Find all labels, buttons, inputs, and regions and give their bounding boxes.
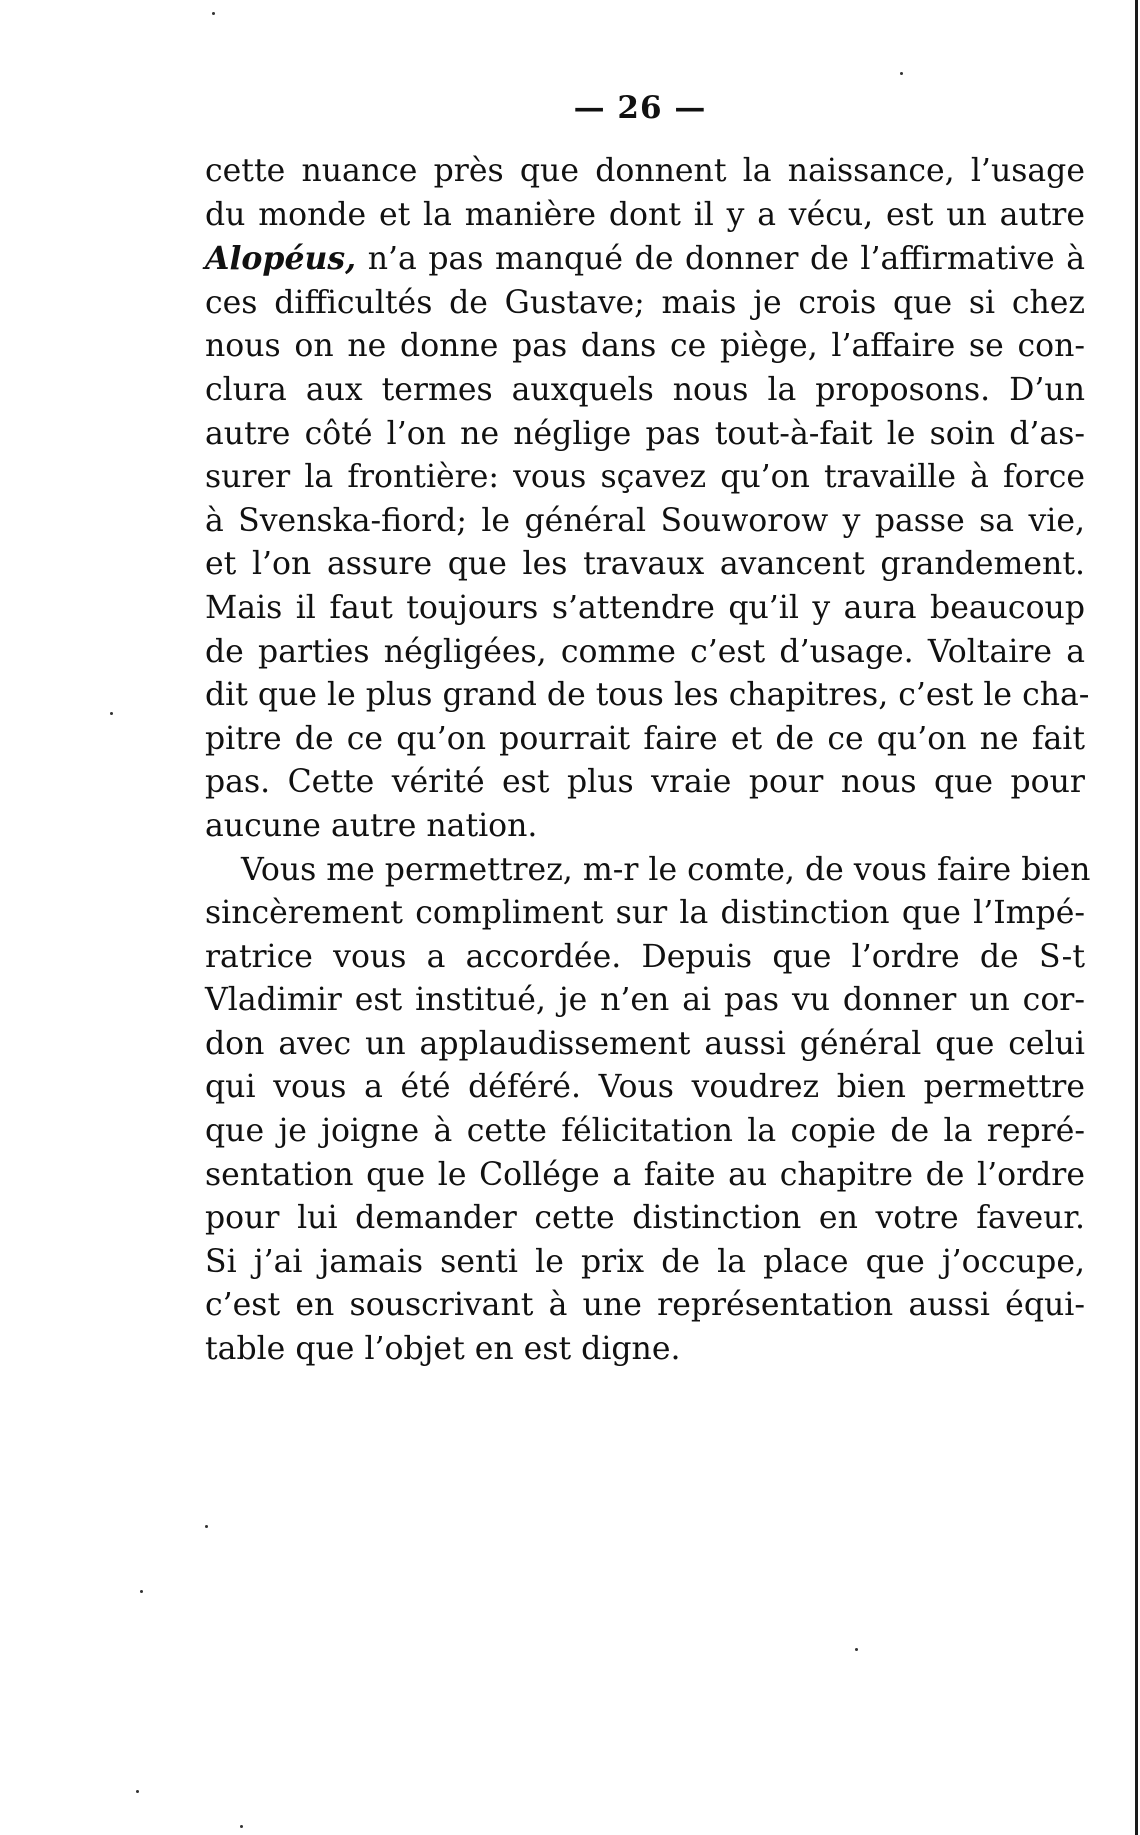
text-line: nous on ne donne pas dans ce piège, l’affaire se con- bbox=[205, 328, 1085, 365]
scan-speck bbox=[900, 72, 903, 75]
text-line: que je joigne à cette félicitation la copie de la repré- bbox=[205, 1113, 1085, 1150]
text-line: Si j’ai jamais senti le prix de la place que j’occupe, bbox=[205, 1243, 1085, 1280]
page-edge-rule bbox=[1135, 0, 1138, 1835]
text-line: pas. Cette vérité est plus vraie pour nous que pour bbox=[205, 764, 1085, 801]
scan-speck bbox=[212, 12, 215, 15]
scan-speck bbox=[240, 1825, 243, 1828]
text-line: table que l’objet en est digne. bbox=[205, 1331, 681, 1368]
text-line: dit que le plus grand de tous les chapitres, c’est le cha- bbox=[205, 677, 1090, 714]
scan-speck bbox=[140, 1590, 143, 1593]
scan-speck bbox=[855, 1648, 858, 1651]
scan-speck bbox=[110, 712, 113, 715]
text-line: sentation que le Collége a faite au chapitre de l’ordre bbox=[205, 1156, 1085, 1193]
text-line: cette nuance près que donnent la naissance, l’usage bbox=[205, 153, 1085, 189]
text-line: c’est en souscrivant à une représentation aussi équi- bbox=[205, 1287, 1085, 1324]
text-line: Vous me permettrez, m-r le comte, de vous faire bien bbox=[241, 851, 1091, 888]
text-line: aucune autre nation. bbox=[205, 807, 538, 844]
scan-speck bbox=[136, 1790, 139, 1793]
text-line: de parties négligées, comme c’est d’usage. Voltaire a bbox=[205, 633, 1085, 670]
text-line: Vladimir est institué, je n’en ai pas vu donner un cor- bbox=[205, 982, 1085, 1019]
text-line: ces difficultés de Gustave; mais je crois que si chez bbox=[205, 284, 1085, 321]
text-line: à Svenska-fiord; le général Souworow y passe sa vie, bbox=[205, 502, 1085, 539]
text-line-with-italic bbox=[205, 237, 1085, 282]
text-line: sincèrement compliment sur la distinction que l’Impé- bbox=[205, 895, 1085, 932]
text-line: pitre de ce qu’on pourrait faire et de ce qu’on ne fait bbox=[205, 720, 1085, 757]
text-line: ratrice vous a accordée. Depuis que l’ordre de S-t bbox=[205, 938, 1085, 975]
text-line: du monde et la manière dont il y a vécu, est un autre bbox=[205, 196, 1085, 233]
text-line: qui vous a été déféré. Vous voudrez bien permettre bbox=[205, 1069, 1085, 1106]
text-line: surer la frontière: vous sçavez qu’on travaille à force bbox=[205, 459, 1085, 496]
page-number: — 26 — bbox=[573, 90, 707, 126]
text-line: Mais il faut toujours s’attendre qu’il y aura beaucoup bbox=[205, 589, 1085, 626]
italic-name: Alopéus, bbox=[205, 240, 357, 278]
text-line: pour lui demander cette distinction en votre faveur. bbox=[205, 1200, 1085, 1237]
text-line: don avec un applaudissement aussi général que celui bbox=[205, 1025, 1085, 1062]
scan-speck bbox=[205, 1525, 208, 1528]
text-line: et l’on assure que les travaux avancent grandement. bbox=[205, 546, 1085, 583]
body-text bbox=[205, 150, 1091, 1372]
text-line-rest: n’a pas manqué de donner de l’affirmative à bbox=[367, 241, 1085, 278]
text-line: clura aux termes auxquels nous la proposons. D’un bbox=[205, 371, 1085, 408]
text-line: autre côté l’on ne néglige pas tout-à-fait le soin d’as- bbox=[205, 415, 1085, 452]
